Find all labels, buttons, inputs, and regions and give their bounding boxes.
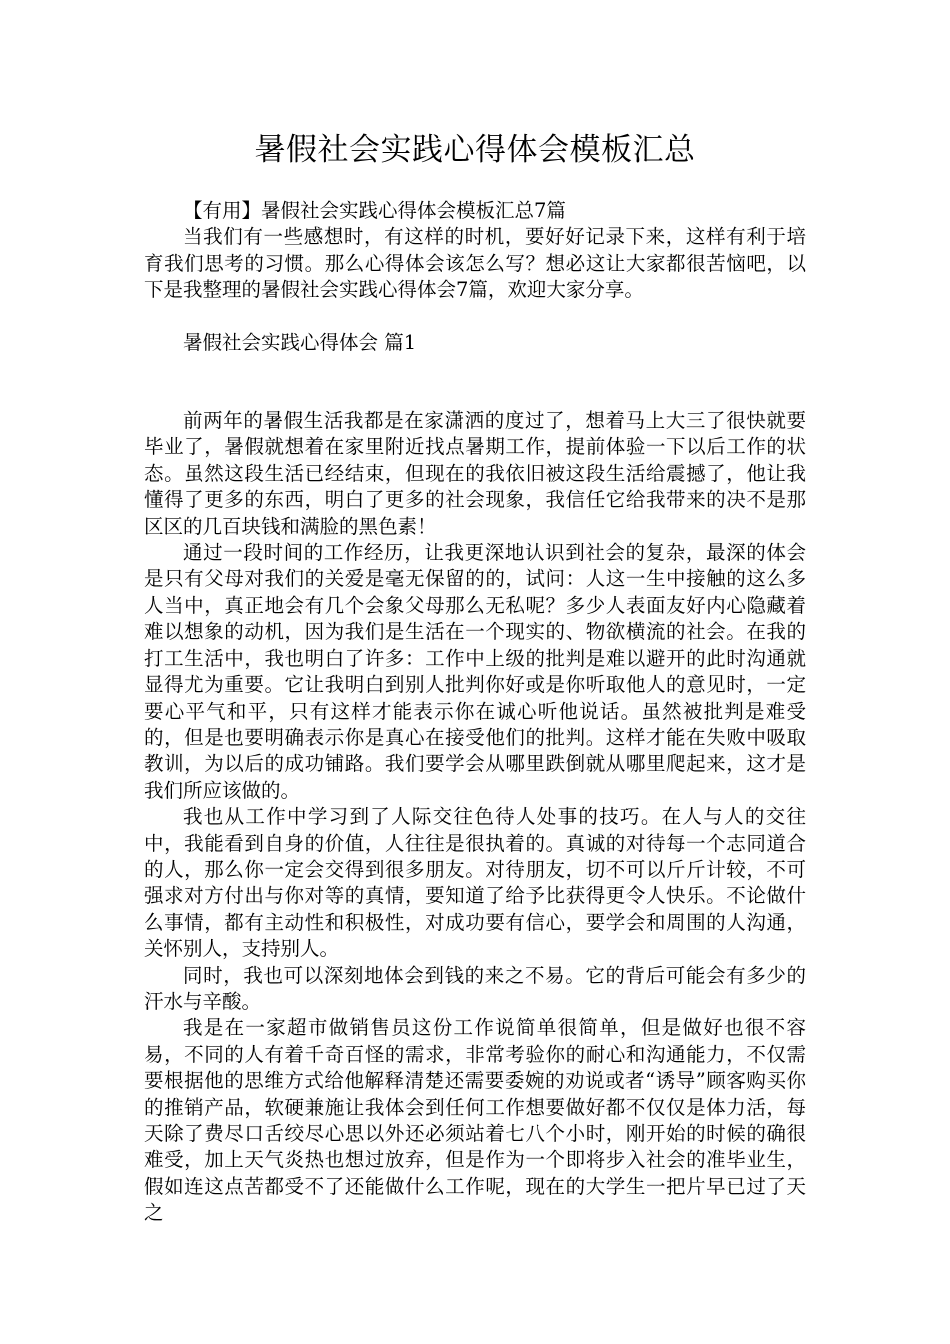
section-heading: 暑假社会实践心得体会 篇1 [183,330,417,354]
body-paragraph-2: 通过一段时间的工作经历，让我更深地认识到社会的复杂，最深的体会是只有父母对我们的关爱是毫无保留的的，试问：人这一生中接触的这么多人当中，真正地会有几个会象父母那么无私呢？多少人表面友好内心隐藏着难以想象的动机，因为我们是生活在一个现实的、物欲横流的社会。在我的打工生活中，我也明白了许多：工作中上级的批判是难以避开的此时沟通就显得尤为重要。它让我明白到别人批判你好或是你听取他人的意见时，一定要心平气和平，只有这样才能表示你在诚心听他说话。虽然被批判是难受的，但是也要明确表示你是真心在接受他们的批判。这样才能在失败中吸取教训，为以后的成功铺路。我们要学会从哪里跌倒就从哪里爬起来，这才是我们所应该做的。 [144,541,806,802]
body-paragraph-4: 同时，我也可以深刻地体会到钱的来之不易。它的背后可能会有多少的汗水与辛酸。 [144,963,806,1013]
intro-paragraph: 当我们有一些感想时，有这样的时机，要好好记录下来，这样有利于培育我们思考的习惯。那么心得体会该怎么写？想必这让大家都很苦恼吧，以下是我整理的暑假社会实践心得体会7篇，欢迎大家分享。 [144,225,806,302]
body-paragraph-3: 我也从工作中学习到了人际交往色待人处事的技巧。在人与人的交往中，我能看到自身的价值，人往往是很执着的。真诚的对待每一个志同道合的人，那么你一定会交得到很多朋友。对待朋友，切不可以斤斤计较，不可强求对方付出与你对等的真情，要知道了给予比获得更令人快乐。不论做什么事情，都有主动性和积极性，对成功要有信心，要学会和周围的人沟通，关怀别人，支持别人。 [144,805,806,961]
document-page [144,0,806,1227]
document-body [144,198,806,1227]
body-paragraph-5: 我是在一家超市做销售员这份工作说简单很简单，但是做好也很不容易，不同的人有着千奇百怪的需求，非常考验你的耐心和沟通能力，不仅需要根据他的思维方式给他解释清楚还需要委婉的劝说或者“诱导”顾客购买你的推销产品，软硬兼施让我体会到任何工作想要做好都不仅仅是体力活，每天除了费尽口舌绞尽心思以外还必须站着七八个小时，刚开始的时候的确很难受，加上天气炎热也想过放弃，但是作为一个即将步入社会的准毕业生，假如连这点苦都受不了还能做什么工作呢，现在的大学生一把片早已过了天之 [144,1016,806,1225]
document-subtitle: 【有用】暑假社会实践心得体会模板汇总7篇 [183,199,566,222]
document-title: 暑假社会实践心得体会模板汇总 [254,132,696,168]
body-paragraph-1: 前两年的暑假生活我都是在家潇洒的度过了，想着马上大三了很快就要毕业了，暑假就想着在家里附近找点暑期工作，提前体验一下以后工作的状态。虽然这段生活已经结束，但现在的我依旧被这段生活给震撼了，他让我懂得了更多的东西，明白了更多的社会现象，我信任它给我带来的决不是那区区的几百块钱和满脸的黑色素！ [144,409,806,538]
